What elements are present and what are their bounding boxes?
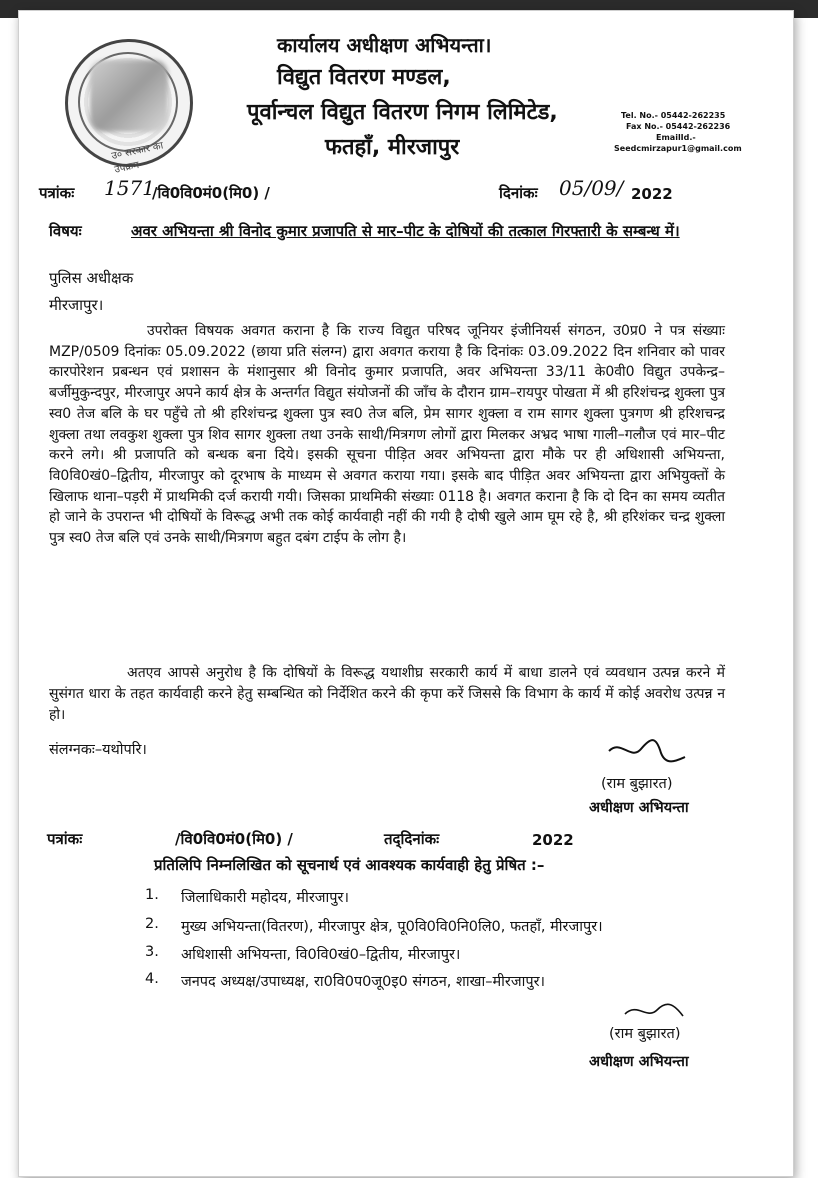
- subject-text: अवर अभियन्ता श्री विनोद कुमार प्रजापति से मार–पीट के दोषियों की तत्काल गिरफ्तारी के सम्बन्ध में।: [131, 222, 680, 240]
- subject-label: विषयः: [49, 222, 82, 240]
- enclosure-note: संलग्नकः–यथोपरि।: [49, 742, 147, 758]
- addressee-city: मीरजापुर।: [49, 296, 104, 314]
- date-year: 2022: [631, 185, 673, 203]
- ref-number-handwritten: 1571: [104, 176, 155, 200]
- signature-mark-2: [619, 996, 689, 1026]
- signatory-name-2: (राम बुझारत): [609, 1026, 681, 1042]
- date-label: दिनांकः: [499, 184, 538, 202]
- copy-item-2-number: 2.: [145, 916, 159, 932]
- copy-item-4-number: 4.: [145, 971, 159, 987]
- seal-blurred-emblem: [90, 60, 168, 132]
- viewer-bottom-strip: [0, 1178, 818, 1200]
- copy-item-1-number: 1.: [145, 887, 159, 903]
- copy-item-4-text: जनपद अध्यक्ष/उपाध्यक्ष, रा0वि0प0जू0इ0 संगठन, शाखा–मीरजापुर।: [181, 974, 546, 990]
- copy-ref-label: पत्रांकः: [47, 830, 83, 848]
- tel-number: Tel. No.- 05442-262235: [621, 111, 726, 120]
- copy-ref-office: /वि0वि0मं0(मि0) /: [175, 830, 293, 848]
- copy-year: 2022: [532, 831, 574, 849]
- fax-number: Fax No.- 05442-262236: [626, 122, 731, 131]
- seal-caption: उ० सरकार का उपक्रम: [110, 140, 165, 176]
- corporation-name: पूर्वान्चल विद्युत वितरण निगम लिमिटेड,: [247, 100, 558, 125]
- body-paragraph-2: अतएव आपसे अनुरोध है कि दोषियों के विरूद्ध यथाशीघ्र सरकारी कार्य में बाधा डालने एवं व्यवधान उत्पन्न करने में सुसंगत धारा के तहत कार्यवाही करने हेतु सम्बन्धित को निर्देशित करने की कृपा करें जिससे कि विभाग के कार्य में कोई अवरोध उत्पन्न न हो।: [49, 665, 725, 723]
- office-name: कार्यालय अधीक्षण अभियन्ता।: [277, 33, 492, 57]
- company-seal-logo: [65, 39, 193, 176]
- ref-office-code: /वि0वि0मं0(मि0) /: [152, 184, 270, 202]
- email-address: Seedcmirzapur1@gmail.com: [614, 144, 742, 153]
- copy-date-label: तद्‌दिनांकः: [384, 830, 440, 848]
- date-handwritten: 05/09/: [559, 176, 624, 200]
- division-name: विद्युत वितरण मण्डल,: [277, 65, 451, 90]
- copy-heading: प्रतिलिपि निम्नलिखित को सूचनार्थ एवं आवश्यक कार्यवाही हेतु प्रेषित :–: [154, 856, 545, 874]
- ref-label: पत्रांकः: [39, 184, 75, 202]
- copy-item-1-text: जिलाधिकारी महोदय, मीरजापुर।: [181, 890, 349, 906]
- body-paragraph-1: उपरोक्त विषयक अवगत कराना है कि राज्य विद्युत परिषद जूनियर इंजीनियर्स संगठन, उ0प्र0 ने पत्र संख्याः MZP/0509 दिनांकः 05.09.2022 (छाया प्रति संलग्न) द्वारा अवगत कराया है कि दिनांकः 03.09.2022 दिन शनिवार को पावर कारपोरेशन प्रबन्धन एवं प्रशासन के मंशानुसार श्री विनोद कुमार प्रजापति, अवर अभियन्ता 33/11 के0वी0 विद्युत उपकेन्द्र–बर्जीमुकुन्दपुर, मीरजापुर अपने कार्य क्षेत्र के अन्तर्गत विद्युत संयोजनों की जाँच के दौरान ग्राम–रायपुर पोखता में श्री हरिशंचन्द्र शुक्ला पुत्र स्व0 तेज बलि के घर पहुँचे तो श्री हरिशंचन्द्र शुक्ला पुत्र स्व0 तेज बलि, प्रेम सागर शुक्ला व राम सागर शुक्ला पुत्रगण श्री हरिशचन्द्र शुक्ला तथा लवकुश शुक्ला पुत्र शिव सागर शुक्ला तथा उनके साथी/मित्रगण लोगों द्वारा मिलकर अभ्रद भाषा गाली–गलौज एवं मार–पीट करने लगे। श्री प्रजापति को बन्धक बना दिये। इसकी सूचना पीड़ित अवर अभियन्ता द्वारा मौके पर ही अधिशासी अभियन्ता, वि0वि0खं0–द्वितीय, मीरजापुर को दूरभाष के माध्यम से अवगत कराया गया। इसके बाद पीड़ित अवर अभियन्ता द्वारा अभियुक्तों के खिलाफ थाना–पड़री में प्राथमिकी दर्ज करायी गयी। जिसका प्राथमिकी संख्याः 0118 है। अवगत कराना है कि दो दिन का समय व्यतीत हो जाने के उपरान्त भी दोषियों के विरूद्ध अभी तक कोई कार्यवाही नहीं की गयी है दोषी खुले आम घूम रहे है, श्री हरिशंकर चन्द्र शुक्ला पुत्र स्व0 तेज बलि एवं उनके साथी/मित्रगण बहुत दबंग टाईप के लोग है।: [49, 323, 725, 547]
- signatory-name-1: (राम बुझारत): [601, 776, 673, 792]
- signatory-designation-2: अधीक्षण अभियन्ता: [589, 1054, 689, 1070]
- email-label: EmailId.-: [656, 133, 696, 142]
- copy-item-3-text: अधिशासी अभियन्ता, वि0वि0खं0–द्वितीय, मीरजापुर।: [181, 947, 461, 963]
- signature-mark-1: [601, 731, 691, 776]
- addressee-title: पुलिस अधीक्षक: [49, 269, 134, 287]
- copy-item-3-number: 3.: [145, 944, 159, 960]
- letter-page: [18, 10, 794, 1177]
- office-location: फतहाँ, मीरजापुर: [325, 135, 460, 160]
- signatory-designation-1: अधीक्षण अभियन्ता: [589, 800, 689, 816]
- copy-item-2-text: मुख्य अभियन्ता(वितरण), मीरजापुर क्षेत्र, पू0वि0वि0नि0लि0, फतहाँ, मीरजापुर।: [181, 919, 603, 935]
